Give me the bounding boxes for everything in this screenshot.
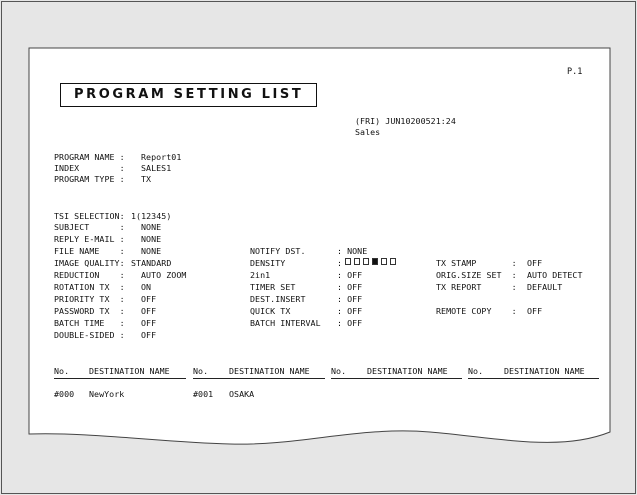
dest-name-header: DESTINATION NAME [367, 366, 448, 376]
setting-label: BATCH INTERVAL [250, 318, 321, 328]
setting-label: REMOTE COPY : [436, 306, 517, 316]
setting-value: AUTO DETECT [527, 270, 583, 280]
density-cell [372, 258, 378, 265]
setting-label: DOUBLE-SIDED : [54, 330, 125, 340]
setting-label: TX STAMP : [436, 258, 517, 268]
report-title: PROGRAM SETTING LIST [74, 87, 304, 102]
setting-label: DENSITY [250, 258, 286, 268]
setting-label: DEST.INSERT [250, 294, 306, 304]
dest-no-header: No. [468, 366, 484, 376]
header-underline [54, 378, 186, 379]
setting-value: NONE [141, 246, 162, 256]
setting-label: SUBJECT : [54, 222, 125, 232]
density-cell [345, 258, 351, 265]
header-underline [193, 378, 325, 379]
program-type-value: TX [141, 174, 152, 184]
setting-value: : OFF [337, 318, 363, 328]
program-name-label: PROGRAM NAME : [54, 152, 125, 162]
setting-label: TSI SELECTION: [54, 211, 125, 221]
setting-value: : OFF [337, 294, 363, 304]
setting-label: QUICK TX [250, 306, 291, 316]
page-number: P.1 [567, 67, 583, 77]
datetime: (FRI) JUN10200521:24 [355, 116, 456, 126]
setting-label: REDUCTION : [54, 270, 125, 280]
setting-label: TX REPORT : [436, 282, 517, 292]
header-underline [468, 378, 599, 379]
dest-no-header: No. [193, 366, 209, 376]
setting-value: NONE [141, 234, 162, 244]
setting-label: IMAGE QUALITY: [54, 258, 125, 268]
setting-value: : OFF [337, 270, 363, 280]
index-value: SALES1 [141, 163, 172, 173]
dest-name-header: DESTINATION NAME [89, 366, 170, 376]
setting-value: DEFAULT [527, 282, 563, 292]
density-cell [381, 258, 387, 265]
density-indicator [345, 258, 399, 265]
setting-label: REPLY E-MAIL : [54, 234, 125, 244]
dest-name-header: DESTINATION NAME [504, 366, 585, 376]
setting-label: ORIG.SIZE SET : [436, 270, 517, 280]
setting-value: OFF [141, 306, 157, 316]
department: Sales [355, 127, 381, 137]
setting-label: ROTATION TX : [54, 282, 125, 292]
setting-value: 1(12345) [131, 211, 172, 221]
setting-value: OFF [141, 318, 157, 328]
setting-value: OFF [527, 306, 543, 316]
setting-value: OFF [141, 294, 157, 304]
setting-value: NONE [141, 222, 162, 232]
setting-value: : NONE [337, 246, 368, 256]
setting-label: PASSWORD TX : [54, 306, 125, 316]
dest-name-header: DESTINATION NAME [229, 366, 310, 376]
setting-label: PRIORITY TX : [54, 294, 125, 304]
setting-label: NOTIFY DST. [250, 246, 306, 256]
program-type-label: PROGRAM TYPE : [54, 174, 125, 184]
program-name-value: Report01 [141, 152, 182, 162]
setting-label: BATCH TIME : [54, 318, 125, 328]
dest-no-header: No. [331, 366, 347, 376]
dest-number: #000 [54, 389, 75, 399]
setting-value: AUTO ZOOM [141, 270, 187, 280]
density-cell [390, 258, 396, 265]
setting-value: : OFF [337, 282, 363, 292]
density-cell [363, 258, 369, 265]
setting-value: OFF [141, 330, 157, 340]
dest-number: #001 [193, 389, 214, 399]
index-label: INDEX : [54, 163, 125, 173]
density-cell [354, 258, 360, 265]
dest-name: OSAKA [229, 389, 255, 399]
setting-label: FILE NAME : [54, 246, 125, 256]
setting-label: TIMER SET [250, 282, 296, 292]
header-underline [331, 378, 462, 379]
setting-value: OFF [527, 258, 543, 268]
setting-value: STANDARD [131, 258, 172, 268]
setting-label: 2in1 [250, 270, 271, 280]
dest-name: NewYork [89, 389, 125, 399]
setting-value: ON [141, 282, 152, 292]
setting-value: : OFF [337, 306, 363, 316]
dest-no-header: No. [54, 366, 70, 376]
setting-value: : [337, 258, 343, 268]
